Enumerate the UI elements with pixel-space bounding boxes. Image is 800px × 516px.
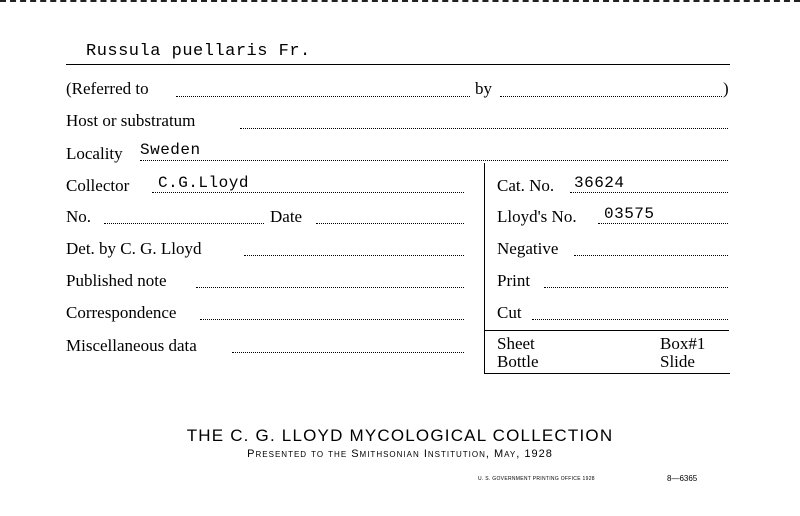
cat-no-label: Cat. No.: [497, 176, 555, 195]
box-number-label: Box#1: [660, 334, 706, 353]
form-number: 8—6365: [667, 474, 698, 483]
collector-label: Collector: [66, 176, 130, 195]
print-label: Print: [497, 271, 531, 290]
printer-imprint: U. S. GOVERNMENT PRINTING OFFICE 1928: [478, 476, 595, 482]
cat-no-value: 36624: [574, 174, 625, 192]
misc-data-label: Miscellaneous data: [66, 336, 197, 355]
correspondence-label: Correspondence: [66, 303, 177, 322]
det-by-label: Det. by C. G. Lloyd: [66, 239, 202, 258]
collector-line: [152, 192, 464, 193]
cat-no-line: [570, 192, 728, 193]
referred-by-line: [500, 96, 722, 97]
cut-line: [532, 319, 728, 320]
referred-by-label: by: [475, 79, 492, 98]
no-line: [104, 223, 264, 224]
collection-subtitle: Presented to the Smithsonian Institution, May, 1928: [247, 448, 553, 460]
species-rule: [66, 64, 730, 65]
collector-value: C.G.Lloyd: [158, 174, 249, 192]
host-line: [240, 128, 728, 129]
date-line: [316, 223, 464, 224]
print-line: [544, 287, 728, 288]
locality-label: Locality: [66, 144, 123, 163]
lloyds-no-label: Lloyd's No.: [497, 207, 577, 226]
referred-label: (Referred to: [66, 79, 149, 98]
referred-to-line: [176, 96, 470, 97]
locality-line: [140, 160, 728, 161]
published-note-line: [196, 287, 464, 288]
slide-label: Slide: [660, 352, 695, 371]
card-top-edge: [0, 0, 800, 8]
det-by-line: [244, 255, 464, 256]
correspondence-line: [200, 319, 464, 320]
sheet-label: Sheet: [497, 334, 535, 353]
host-label: Host or substratum: [66, 111, 196, 130]
misc-data-line: [232, 352, 464, 353]
negative-line: [574, 255, 728, 256]
lloyds-no-value: 03575: [604, 205, 655, 223]
negative-label: Negative: [497, 239, 559, 258]
referred-close: ): [723, 79, 729, 98]
collection-title: THE C. G. LLOYD MYCOLOGICAL COLLECTION: [186, 426, 614, 445]
no-label: No.: [66, 207, 92, 226]
lloyds-no-line: [598, 223, 728, 224]
locality-value: Sweden: [140, 141, 201, 159]
date-label: Date: [270, 207, 303, 226]
box-divider: [485, 330, 729, 331]
published-note-label: Published note: [66, 271, 167, 290]
cut-label: Cut: [497, 303, 522, 322]
species-name: Russula puellaris Fr.: [86, 42, 311, 61]
bottle-label: Bottle: [497, 352, 539, 371]
